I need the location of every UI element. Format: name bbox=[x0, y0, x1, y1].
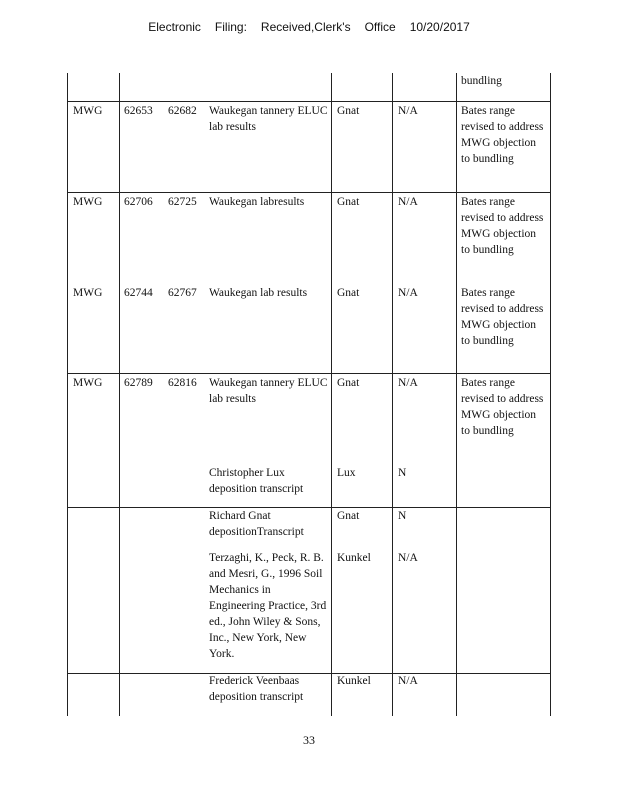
description-cell: Richard Gnat depositionTranscript bbox=[209, 510, 304, 538]
witness-cell: Kunkel bbox=[337, 552, 371, 564]
begin-bates-cell: 62744 bbox=[124, 287, 153, 299]
column-divider bbox=[331, 73, 332, 716]
objection-cell: N bbox=[398, 510, 407, 522]
objection-cell: N bbox=[398, 467, 407, 479]
header-received: Received,Clerk's bbox=[260, 20, 351, 34]
header-filing: Filing: bbox=[214, 20, 247, 34]
witness-cell: Gnat bbox=[337, 196, 360, 208]
objection-cell: N/A bbox=[398, 287, 418, 299]
description-cell: Waukegan labresults bbox=[209, 196, 305, 208]
column-divider bbox=[456, 73, 457, 716]
witness-cell: Lux bbox=[337, 467, 356, 479]
header-office: Office bbox=[364, 20, 396, 34]
type-cell: MWG bbox=[73, 287, 103, 299]
page-number: 33 bbox=[303, 733, 315, 747]
objection-cell: N/A bbox=[398, 377, 418, 389]
type-cell: MWG bbox=[73, 377, 103, 389]
row-divider bbox=[67, 373, 551, 374]
notes-cell: Bates range revised to address MWG objection to bundling bbox=[461, 105, 544, 165]
witness-cell: Gnat bbox=[337, 377, 360, 389]
exhibit-table bbox=[67, 73, 551, 716]
witness-cell: Gnat bbox=[337, 510, 360, 522]
objection-cell: N/A bbox=[398, 552, 418, 564]
filing-header bbox=[0, 20, 618, 34]
begin-bates-cell: 62789 bbox=[124, 377, 153, 389]
objection-cell: N/A bbox=[398, 105, 418, 117]
description-cell: Waukegan lab results bbox=[209, 287, 308, 299]
begin-bates-cell: 62706 bbox=[124, 196, 153, 208]
description-cell: Frederick Veenbaas deposition transcript bbox=[209, 675, 304, 703]
header-date: 10/20/2017 bbox=[409, 20, 470, 34]
description-cell: Terzaghi, K., Peck, R. B. and Mesri, G., 1996 Soil Mechanics in Engineering Practice, 3rd ed., John Wiley & Sons, Inc., New York, New York. bbox=[209, 552, 327, 660]
objection-cell: N/A bbox=[398, 675, 418, 687]
end-bates-cell: 62682 bbox=[168, 105, 197, 117]
type-cell: MWG bbox=[73, 105, 103, 117]
witness-cell: Gnat bbox=[337, 105, 360, 117]
table-border-right bbox=[550, 73, 551, 716]
row-divider bbox=[67, 192, 551, 193]
column-divider bbox=[119, 73, 120, 716]
column-divider bbox=[392, 73, 393, 716]
notes-cell: bundling bbox=[461, 75, 502, 87]
description-cell: Waukegan tannery ELUC lab results bbox=[209, 377, 328, 405]
witness-cell: Kunkel bbox=[337, 675, 371, 687]
description-cell: Christopher Lux deposition transcript bbox=[209, 467, 304, 495]
witness-cell: Gnat bbox=[337, 287, 360, 299]
table-border-left bbox=[67, 73, 68, 716]
objection-cell: N/A bbox=[398, 196, 418, 208]
begin-bates-cell: 62653 bbox=[124, 105, 153, 117]
end-bates-cell: 62725 bbox=[168, 196, 197, 208]
notes-cell: Bates range revised to address MWG objection to bundling bbox=[461, 196, 544, 256]
row-divider bbox=[67, 101, 551, 102]
description-cell: Waukegan tannery ELUC lab results bbox=[209, 105, 328, 133]
header-electronic: Electronic bbox=[148, 20, 201, 34]
notes-cell: Bates range revised to address MWG objection to bundling bbox=[461, 287, 544, 347]
end-bates-cell: 62816 bbox=[168, 377, 197, 389]
end-bates-cell: 62767 bbox=[168, 287, 197, 299]
type-cell: MWG bbox=[73, 196, 103, 208]
notes-cell: Bates range revised to address MWG objection to bundling bbox=[461, 377, 544, 437]
